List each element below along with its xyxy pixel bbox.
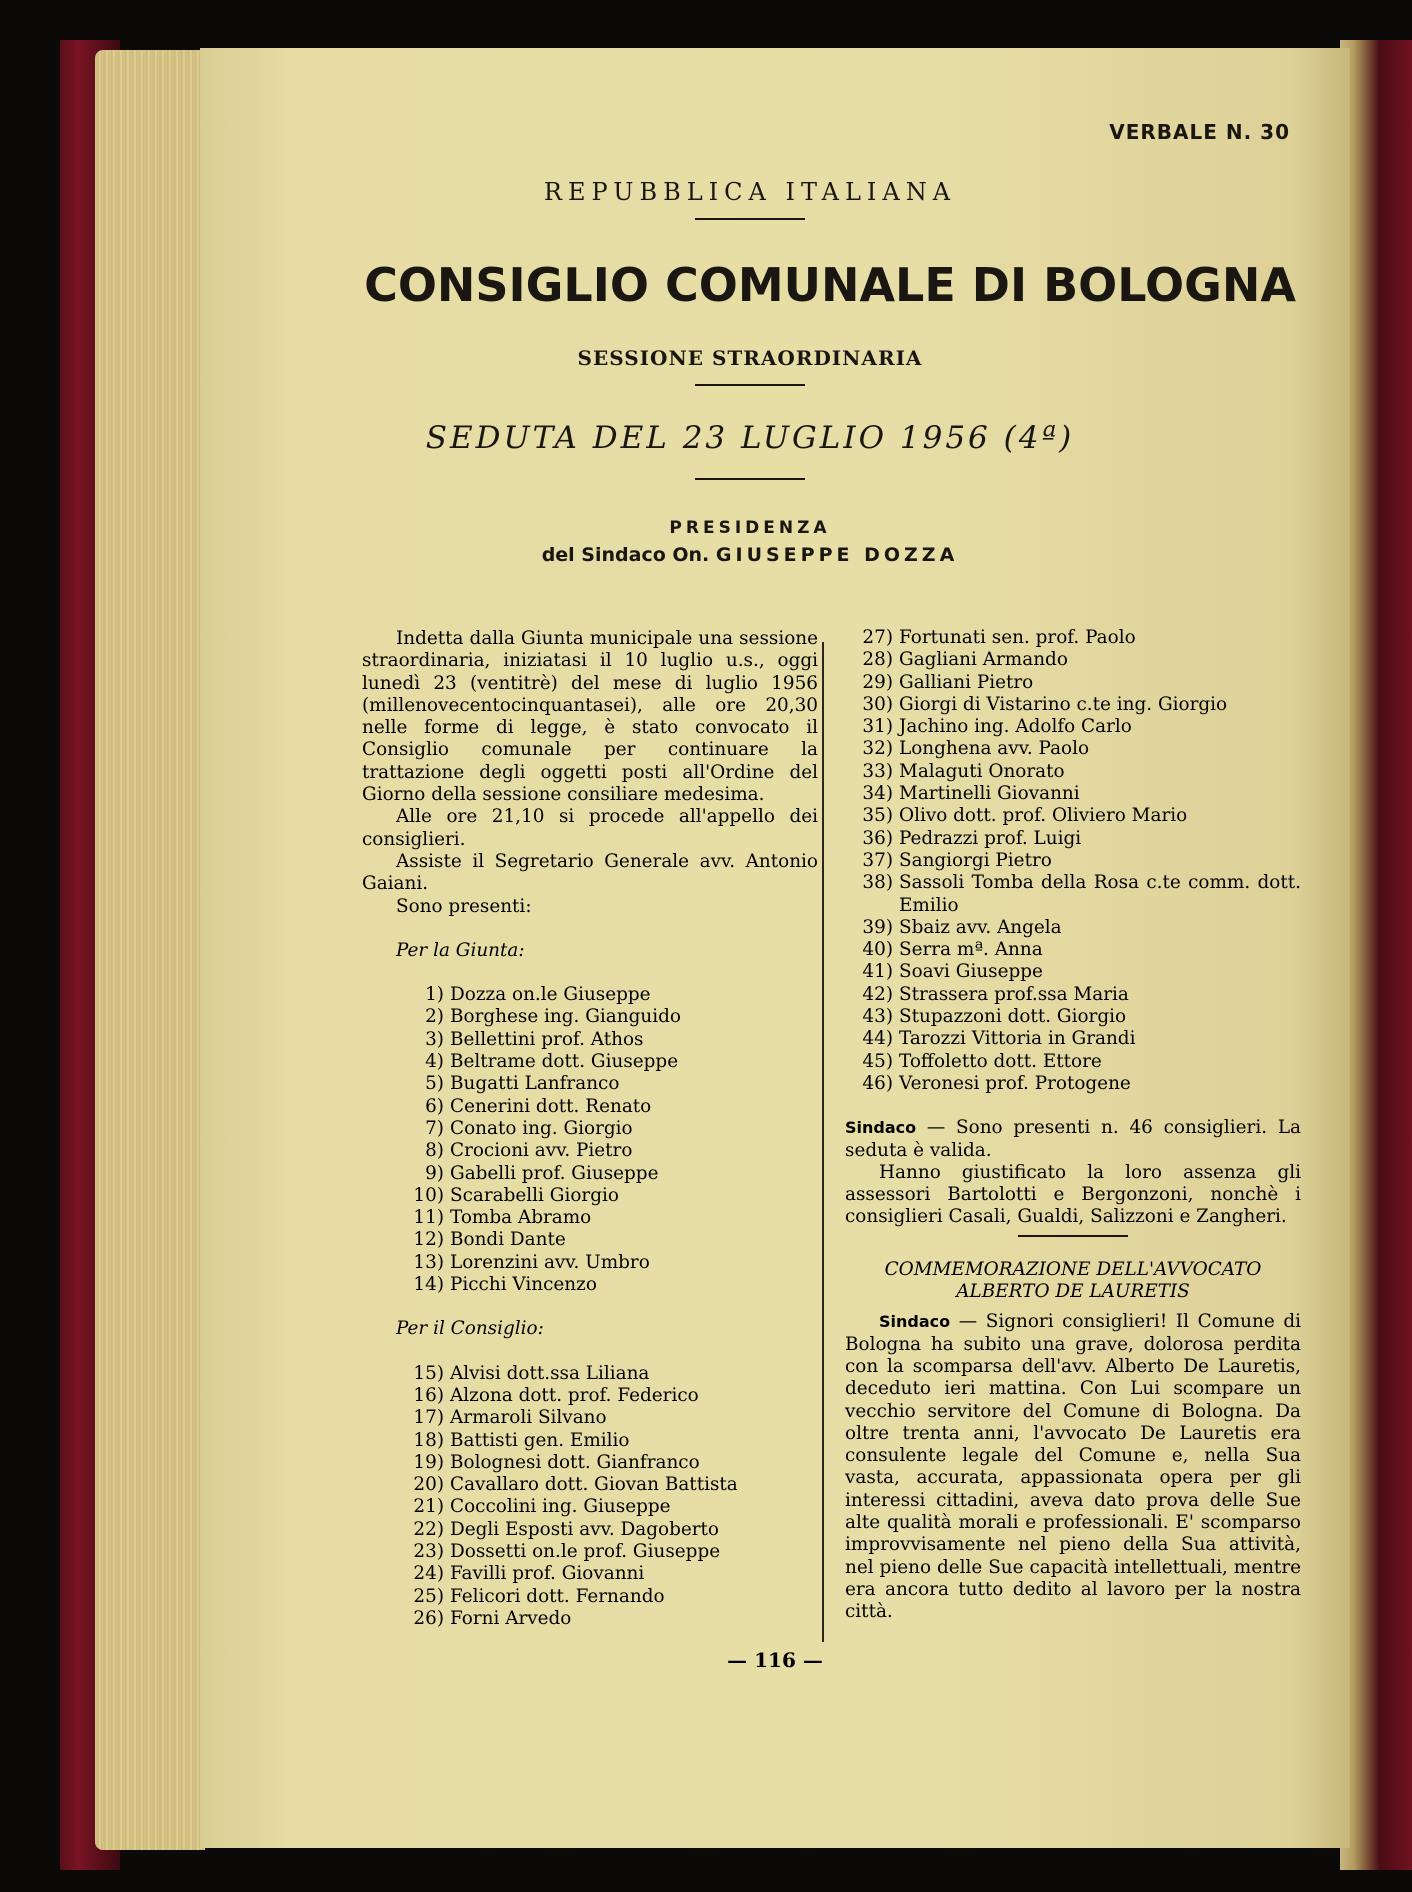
member-name: Conato ing. Giorgio — [450, 1117, 633, 1139]
member-list-item — [845, 805, 1301, 827]
commemorazione-text — [845, 1311, 1301, 1623]
member-list-item — [362, 1496, 818, 1518]
member-list-item — [362, 1563, 818, 1585]
member-number: 1) — [425, 984, 444, 1006]
member-name: Gagliani Armando — [899, 649, 1068, 671]
member-number: 26) — [413, 1607, 444, 1629]
member-list-item — [362, 1185, 818, 1207]
member-list-item — [845, 783, 1301, 805]
member-number: 34) — [862, 783, 893, 805]
divider — [695, 478, 805, 480]
giustificato-paragraph: Hanno giustificato la loro assenza gli assessori Bartolotti e Bergonzoni, nonchè i consiglieri Casali, Gualdi, Salizzoni e Zangheri. — [845, 1161, 1301, 1228]
member-name: Borghese ing. Gianguido — [450, 1006, 681, 1028]
member-number: 3) — [425, 1028, 444, 1050]
member-number: 18) — [413, 1429, 444, 1451]
member-list-item — [845, 961, 1301, 983]
member-name: Sangiorgi Pietro — [899, 849, 1052, 871]
consiglio-list-right — [845, 627, 1301, 1095]
member-name: Pedrazzi prof. Luigi — [899, 827, 1082, 849]
member-number: 10) — [413, 1184, 444, 1206]
member-number: 6) — [425, 1095, 444, 1117]
member-name: Cenerini dott. Renato — [450, 1095, 652, 1117]
member-list-item — [362, 1274, 818, 1296]
presenti-statement — [845, 1117, 1301, 1162]
member-name: Tarozzi Vittoria in Grandi — [899, 1028, 1136, 1050]
member-name: Tomba Abramo — [450, 1207, 592, 1229]
presenti-label: Sono presenti: — [396, 895, 532, 917]
member-number: 44) — [862, 1028, 893, 1050]
member-number: 9) — [425, 1162, 444, 1184]
member-list-item — [362, 1118, 818, 1140]
member-list-item — [362, 1051, 818, 1073]
member-list-item — [362, 1207, 818, 1229]
presidenza-name: GIUSEPPE DOZZA — [715, 544, 959, 566]
appello-paragraph: Alle ore 21,10 si procede all'appello dei consiglieri. — [362, 806, 818, 850]
left-column — [362, 628, 818, 1630]
member-name: Battisti gen. Emilio — [450, 1429, 630, 1451]
member-name: Lorenzini avv. Umbro — [450, 1251, 650, 1273]
member-list-item — [845, 1028, 1301, 1050]
member-number: 43) — [862, 1006, 893, 1028]
member-number: 23) — [413, 1540, 444, 1562]
member-name: Forni Arvedo — [450, 1607, 572, 1629]
member-name: Cavallaro dott. Giovan Battista — [450, 1474, 738, 1496]
member-number: 36) — [862, 827, 893, 849]
repubblica-heading: REPUBBLICA ITALIANA — [543, 178, 957, 206]
member-number: 2) — [425, 1006, 444, 1028]
member-name: Giorgi di Vistarino c.te ing. Giorgio — [899, 693, 1228, 715]
member-number: 33) — [862, 760, 893, 782]
member-list-item — [845, 1051, 1301, 1073]
member-number: 25) — [413, 1585, 444, 1607]
member-number: 19) — [413, 1451, 444, 1473]
presidenza-line — [200, 544, 1300, 566]
member-name: Coccolini ing. Giuseppe — [450, 1496, 671, 1518]
commemorazione-title-line1: COMMEMORAZIONE DELL'AVVOCATO — [884, 1258, 1262, 1280]
member-name: Beltrame dott. Giuseppe — [450, 1051, 679, 1073]
member-list-item — [362, 1006, 818, 1028]
member-list-item — [845, 984, 1301, 1006]
member-name: Sbaiz avv. Angela — [899, 916, 1062, 938]
member-name: Dozza on.le Giuseppe — [450, 984, 651, 1006]
member-number: 38) — [862, 872, 893, 894]
presidenza-prefix: del Sindaco On. — [541, 544, 710, 566]
member-list-item — [362, 1385, 818, 1407]
member-number: 5) — [425, 1073, 444, 1095]
member-list-item — [845, 694, 1301, 716]
member-number: 28) — [862, 649, 893, 671]
member-name: Bondi Dante — [450, 1229, 566, 1251]
member-number: 17) — [413, 1407, 444, 1429]
member-name: Strassera prof.ssa Maria — [899, 983, 1129, 1005]
presidenza-heading: PRESIDENZA — [669, 518, 831, 538]
member-name: Veronesi prof. Protogene — [899, 1072, 1131, 1094]
member-name: Alzona dott. prof. Federico — [450, 1384, 699, 1406]
member-number: 22) — [413, 1518, 444, 1540]
member-name: Toffoletto dott. Ettore — [899, 1050, 1102, 1072]
member-list-item — [845, 627, 1301, 649]
member-list-item — [845, 738, 1301, 760]
member-name: Sassoli Tomba della Rosa c.te comm. dott. Emilio — [899, 872, 1301, 916]
member-list-item — [845, 850, 1301, 872]
member-number: 42) — [862, 983, 893, 1005]
member-list-item — [845, 939, 1301, 961]
member-name: Olivo dott. prof. Oliviero Mario — [899, 805, 1188, 827]
member-name: Scarabelli Giorgio — [450, 1184, 619, 1206]
member-number: 14) — [413, 1274, 444, 1296]
member-number: 32) — [862, 738, 893, 760]
sindaco-label: Sindaco — [845, 1118, 917, 1138]
column-divider — [822, 642, 824, 1642]
member-name: Bolognesi dott. Gianfranco — [450, 1451, 700, 1473]
member-name: Galliani Pietro — [899, 671, 1034, 693]
member-name: Dossetti on.le prof. Giuseppe — [450, 1540, 721, 1562]
member-list-item — [362, 1163, 818, 1185]
member-list-item — [845, 761, 1301, 783]
member-list-item — [362, 984, 818, 1006]
member-list-item — [362, 1229, 818, 1251]
member-name: Alvisi dott.ssa Liliana — [450, 1362, 650, 1384]
member-number: 41) — [862, 961, 893, 983]
member-list-item — [845, 649, 1301, 671]
member-number: 40) — [862, 939, 893, 961]
member-number: 4) — [425, 1051, 444, 1073]
page-edges — [95, 50, 205, 1850]
member-number: 24) — [413, 1563, 444, 1585]
member-list-item — [362, 1519, 818, 1541]
member-number: 11) — [413, 1207, 444, 1229]
member-list-item — [845, 672, 1301, 694]
giunta-heading: Per la Giunta: — [396, 939, 525, 961]
commemorazione-title — [845, 1259, 1301, 1304]
member-name: Crocioni avv. Pietro — [450, 1140, 633, 1162]
member-name: Armaroli Silvano — [450, 1407, 607, 1429]
member-list-item — [362, 1608, 818, 1630]
member-number: 7) — [425, 1117, 444, 1139]
sessione-heading: SESSIONE STRAORDINARIA — [577, 346, 923, 370]
giunta-list — [362, 984, 818, 1296]
member-number: 21) — [413, 1496, 444, 1518]
member-list-item — [845, 872, 1301, 917]
member-list-item — [845, 828, 1301, 850]
member-number: 35) — [862, 805, 893, 827]
member-list-item — [845, 716, 1301, 738]
member-list-item — [362, 1452, 818, 1474]
member-name: Bugatti Lanfranco — [450, 1073, 620, 1095]
member-name: Bellettini prof. Athos — [450, 1028, 644, 1050]
divider — [695, 218, 805, 220]
commemorazione-body: — Signori consiglieri! Il Comune di Bologna ha subito una grave, dolorosa perdita con la scomparsa dell'avv. Alberto De Lauretis, deceduto ieri mattina. Con Lui scompare un vecchio servitore del Comune di Bologna. Da oltre trenta anni, l'avvocato De Lauretis era consulente legale del Comune e, nella Sua vasta, accurata, appassionata opera per gli interessi cittadini, aveva dato prova delle Sue alte qualità morali e professionali. E' scomparso improvvisamente nel pieno della Sua attività, nel pieno delle Sue capacità intellettuali, mentre era ancora tutto dedito al lavoro per la nostra città. — [845, 1311, 1301, 1623]
seduta-heading: SEDUTA DEL 23 LUGLIO 1956 (4ª) — [425, 420, 1075, 456]
member-list-item — [362, 1430, 818, 1452]
member-number: 13) — [413, 1251, 444, 1273]
page-number: — 116 — — [727, 1648, 823, 1672]
member-number: 15) — [413, 1362, 444, 1384]
commemorazione-title-line2: ALBERTO DE LAURETIS — [956, 1281, 1190, 1303]
member-list-item — [845, 1006, 1301, 1028]
member-number: 37) — [862, 849, 893, 871]
divider — [1018, 1235, 1128, 1237]
member-number: 46) — [862, 1072, 893, 1094]
consiglio-list-left — [362, 1363, 818, 1631]
member-name: Fortunati sen. prof. Paolo — [899, 627, 1136, 648]
member-name: Longhena avv. Paolo — [899, 738, 1090, 760]
member-list-item — [362, 1140, 818, 1162]
member-number: 45) — [862, 1050, 893, 1072]
intro-paragraph: Indetta dalla Giunta municipale una sessione straordinaria, iniziatasi il 10 luglio u.s., oggi lunedì 23 (ventitrè) del mese di luglio 1956 (millenovecentocinquantasei), alle ore 20,30 nelle forme di legge, è stato convocato il Consiglio comunale per continuare la trattazione degli oggetti posti all'Ordine del Giorno della sessione consiliare medesima. — [362, 628, 818, 806]
consiglio-title: CONSIGLIO COMUNALE DI BOLOGNA — [364, 258, 1296, 312]
member-number: 27) — [862, 627, 893, 648]
member-list-item — [362, 1586, 818, 1608]
member-name: Stupazzoni dott. Giorgio — [899, 1006, 1127, 1028]
member-name: Soavi Giuseppe — [899, 961, 1043, 983]
member-number: 39) — [862, 916, 893, 938]
right-page-edge — [1340, 40, 1412, 1870]
member-list-item — [362, 1474, 818, 1496]
right-column — [845, 627, 1301, 1623]
member-number: 29) — [862, 671, 893, 693]
member-name: Felicori dott. Fernando — [450, 1585, 665, 1607]
member-number: 12) — [413, 1229, 444, 1251]
member-name: Jachino ing. Adolfo Carlo — [899, 716, 1132, 738]
member-list-item — [845, 1073, 1301, 1095]
member-name: Degli Esposti avv. Dagoberto — [450, 1518, 719, 1540]
member-number: 8) — [425, 1140, 444, 1162]
member-name: Martinelli Giovanni — [899, 783, 1080, 805]
member-list-item — [362, 1407, 818, 1429]
member-list-item — [362, 1073, 818, 1095]
divider — [695, 384, 805, 386]
member-number: 16) — [413, 1384, 444, 1406]
member-list-item — [845, 917, 1301, 939]
member-list-item — [362, 1363, 818, 1385]
member-name: Malaguti Onorato — [899, 760, 1065, 782]
member-list-item — [362, 1252, 818, 1274]
member-list-item — [362, 1096, 818, 1118]
member-number: 31) — [862, 716, 893, 738]
sindaco-label: Sindaco — [879, 1312, 951, 1332]
segretario-paragraph: Assiste il Segretario Generale avv. Antonio Gaiani. — [362, 850, 818, 895]
member-number: 20) — [413, 1474, 444, 1496]
member-name: Favilli prof. Giovanni — [450, 1563, 645, 1585]
member-name: Picchi Vincenzo — [450, 1274, 597, 1296]
consiglio-heading: Per il Consiglio: — [396, 1318, 544, 1340]
member-list-item — [362, 1029, 818, 1051]
member-name: Serra mª. Anna — [899, 939, 1043, 961]
member-number: 30) — [862, 693, 893, 715]
member-list-item — [362, 1541, 818, 1563]
verbale-number: VERBALE N. 30 — [1109, 120, 1290, 144]
member-name: Gabelli prof. Giuseppe — [450, 1162, 659, 1184]
presenti-text: — Sono presenti n. 46 consiglieri. La seduta è valida. — [845, 1117, 1301, 1161]
